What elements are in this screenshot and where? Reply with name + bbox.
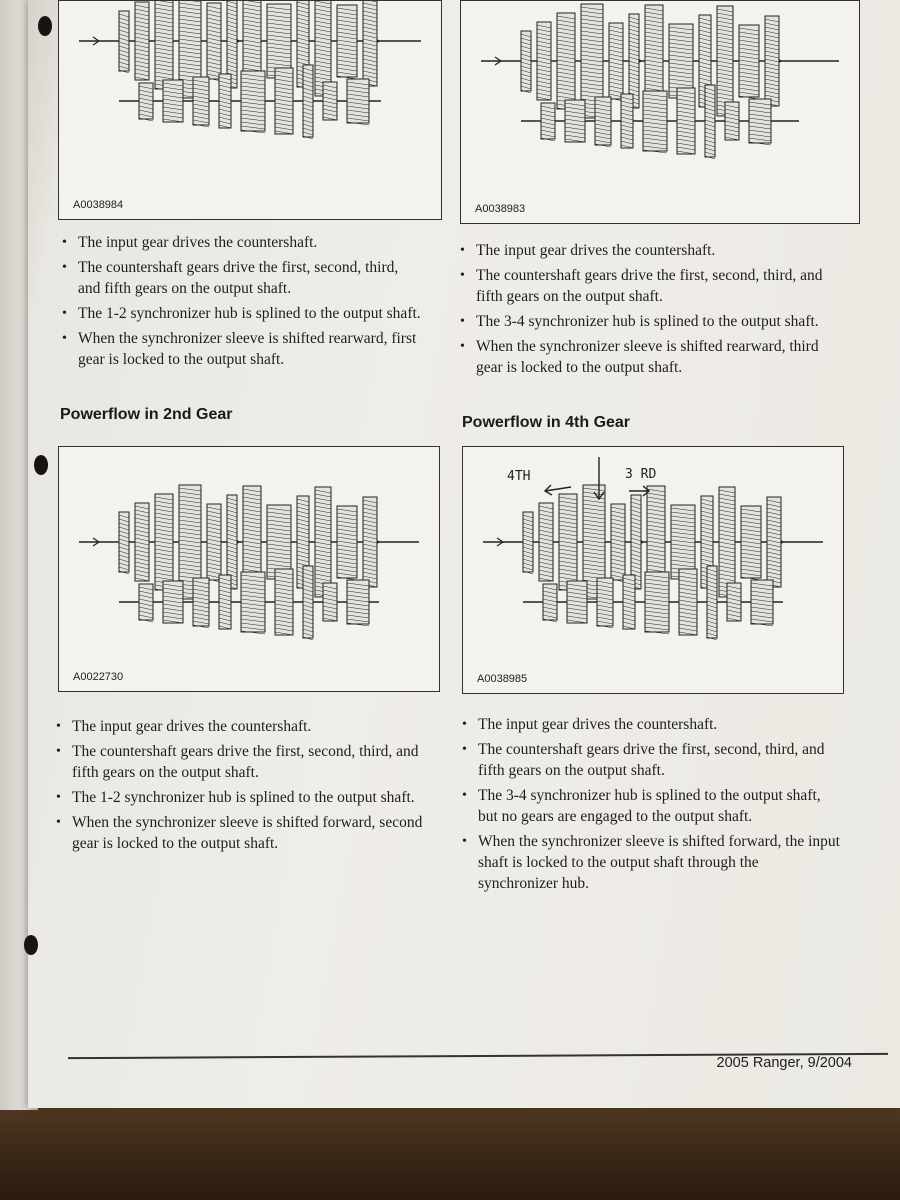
list-item: • The input gear drives the countershaft.	[56, 716, 436, 737]
list-item: • The 3-4 synchronizer hub is splined to the output shaft, but no gears are engaged to the output shaft.	[462, 785, 842, 827]
gear-diagram-1st	[58, 0, 442, 220]
bullet-list-1st	[62, 232, 422, 374]
list-item: • The 1-2 synchronizer hub is splined to the output shaft.	[62, 303, 422, 324]
gear-diagram-4th	[462, 446, 844, 694]
list-item: • When the synchronizer sleeve is shifted forward, second gear is locked to the output shaft.	[56, 812, 436, 854]
section-heading-2nd: Powerflow in 2nd Gear	[60, 406, 233, 423]
transmission-gears-illustration	[461, 1, 859, 223]
list-item: • The input gear drives the countershaft.	[62, 232, 422, 253]
list-item: • The 3-4 synchronizer hub is splined to the output shaft.	[460, 311, 840, 332]
list-item: • The countershaft gears drive the first, second, third, and fifth gears on the output shaft.	[56, 741, 436, 783]
handwritten-note-3rd: 3 RD	[625, 467, 657, 482]
transmission-gears-illustration	[59, 447, 439, 691]
binder-hole	[38, 16, 52, 36]
gear-diagram-2nd	[58, 446, 440, 692]
list-item: • When the synchronizer sleeve is shifted rearward, third gear is locked to the output shaft.	[460, 336, 840, 378]
transmission-gears-illustration	[59, 1, 441, 219]
figure-code: A0038984	[73, 199, 124, 211]
list-item: • When the synchronizer sleeve is shifted rearward, first gear is locked to the output shaft.	[62, 328, 422, 370]
bullet-list-3rd	[460, 240, 840, 382]
list-item: • The input gear drives the countershaft.	[460, 240, 840, 261]
figure-code: A0038983	[475, 203, 526, 215]
figure-code: A0038985	[477, 673, 528, 685]
list-item: • The input gear drives the countershaft.	[462, 714, 842, 735]
bullet-list-2nd	[56, 716, 436, 858]
figure-code: A0022730	[73, 671, 124, 683]
list-item: • When the synchronizer sleeve is shifted forward, the input shaft is locked to the output shaft through the synchronizer hub.	[462, 831, 842, 894]
list-item: • The countershaft gears drive the first, second, third, and fifth gears on the output shaft.	[460, 265, 840, 307]
list-item: • The 1-2 synchronizer hub is splined to the output shaft.	[56, 787, 436, 808]
handwritten-arrows	[463, 447, 843, 527]
bullet-list-4th	[462, 714, 842, 898]
binder-hole	[24, 935, 38, 955]
page-footer: 2005 Ranger, 9/2004	[716, 1055, 852, 1071]
list-item: • The countershaft gears drive the first, second, third, and fifth gears on the output shaft.	[62, 257, 422, 299]
handwritten-note-4th: 4TH	[507, 469, 531, 484]
binder-hole	[34, 455, 48, 475]
section-heading-4th: Powerflow in 4th Gear	[462, 414, 631, 431]
manual-page	[28, 0, 900, 1108]
gear-diagram-3rd	[460, 0, 860, 224]
list-item: • The countershaft gears drive the first, second, third, and fifth gears on the output shaft.	[462, 739, 842, 781]
